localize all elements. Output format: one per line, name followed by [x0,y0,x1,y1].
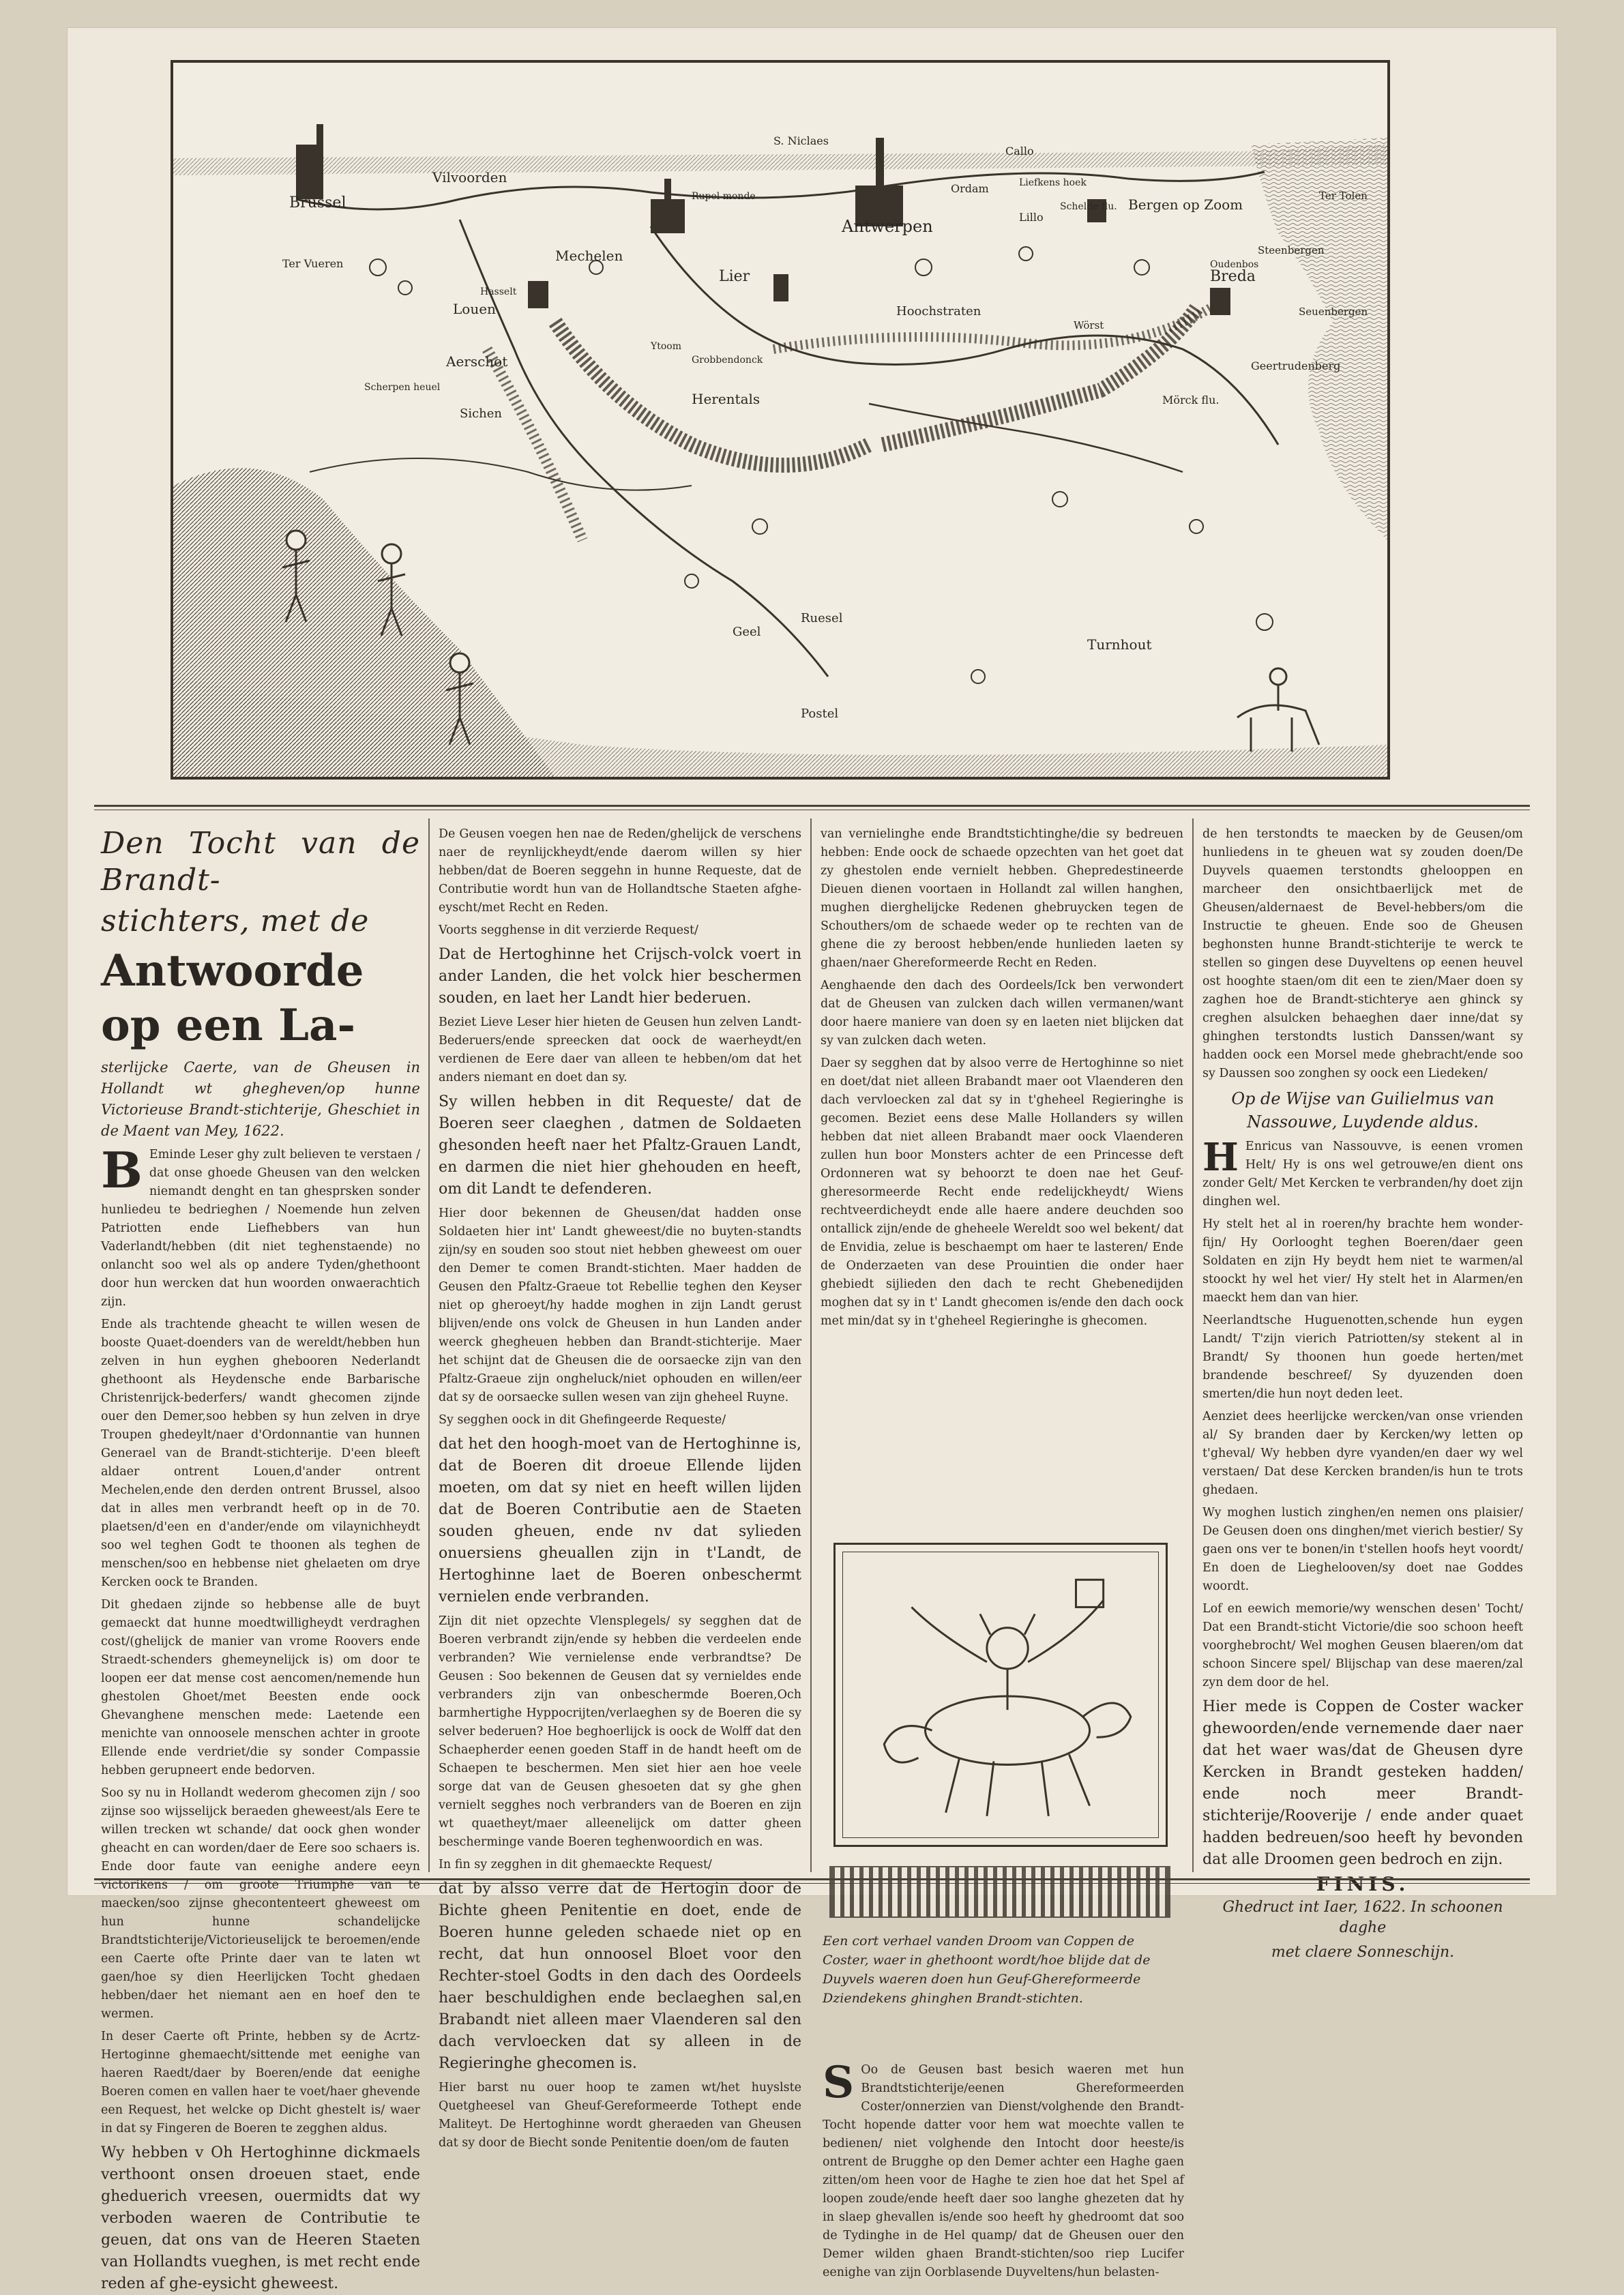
paragraph-roman: Wy hebben v Oh Hertoghinne dickmaels verthoont onsen droeuen staet, ende gheduerich vreesen, ouermidts dat wy verboden waeren de Contributie te geuen, dat ons van de Heeren Staeten van Hollandts vueghen, is met recht ende reden af ghe-eysicht gheweest. [101,2144,420,2292]
map-label-turnhout: Turnhout [1087,636,1152,653]
map-label-herentals: Herentals [692,391,761,407]
dropcap-s: S [823,2057,855,2108]
paragraph-roman: Sy willen hebben in dit Requeste/ dat de Boeren seer claeghen , datmen de Soldaeten ghesonden heeft naer het Pfaltz-Grauen Landt, en darmen die niet hier ghehouden en heeft, om dit Landt te defenderen. [439,1093,801,1198]
map-label-schelde-flu: Schelde flu. [1060,201,1117,212]
map-label-callo: Callo [1005,145,1034,158]
map-label-geertrudenberg: Geertrudenberg [1251,359,1341,372]
dropcap-h: H [1202,1135,1239,1180]
column-3 [821,825,1183,1328]
paragraph: Oo de Geusen bast besich waeren met hun Brandtstichterije/eenen Ghereformeerden Coster/onnerzien van Dienst/volghende den Brandt-Tocht hopende datter voor hem wat moechte vallen te bedienen/ niet volghende den Intocht door heeste/is ontrent de Brugghe op den Demer achter een Haghe gaen zitten/om heen voor de Haghe te zien hoe dat het Spel af loopen zoude/ende heeft daer soo langhe ghezeten dat hy in slaep ghevallen is/ende soo heeft hy ghedroomt dat soo de Tydinghe in de Hel quamp/ dat de Gheusen ouer den Demer wilden ghaen Brandt-stichten/soo riep Lucifer eenighe van zijn Oorblasende Duyveltens/hun belasten- [823,2063,1184,2279]
map-label-lillo: Lillo [1019,211,1044,224]
map-label-geel: Geel [733,625,761,639]
ornamental-border [829,1866,1170,1918]
paragraph: Dit ghedaen zijnde so hebbense alle de buyt gemaeckt dat hunne moedtwilligheydt verdraghen cost/(ghelijck de manier van vrome Roovers ende Straedt-schenders ghemeynelijck is) om door te loopen eer dat mense cost aencomen/nemende hun ghestolen Ghoet/met Beesten ende oock Ghevanghene menschen mede: Laetende een menichte van onnoosele menschen achter in groote Ellende ende verdriet/die sy sonder Compassie hebben gerupneert ende bedorven. [101,1598,420,1777]
paragraph: Sy segghen oock in dit Ghefingeerde Requeste/ [439,1413,726,1427]
devil-on-horse-icon [843,1552,1158,1837]
paragraph-roman: Dat de Hertoghinne het Crijsch-volck voert in ander Landen, die het volck hier beschermen souden, en laet her Landt hier bederuen. [439,946,801,1007]
finis: FINIS. [1316,1873,1410,1895]
song-verse: Neerlandtsche Huguenotten,schende hun eygen Landt/ T'zijn vierich Patriotten/sy stekent al in Brandt/ Sy thoonen hun goede herten/met brandende beschreef/ Sy dyuzenden doen smerten/die hun noyt deden leet. [1202,1314,1523,1401]
column-separator [810,818,812,1872]
imprint-line-2: met claere Sonneschijn. [1271,1944,1455,1961]
closing-paragraph: Hier mede is Coppen de Coster wacker ghewoorden/ende vernemende daer naer dat het waer was/dat de Gheusen dyre Kercken in Brandt gesteken hadden/ ende noch meer Brandt-stichterije/Rooverije / ende ander quaet hadden bedreuen/soo heeft hy bevonden dat alle Droomen geen bedroch en zijn. [1202,1698,1523,1868]
horse-rider-figure [1237,668,1319,752]
paragraph: de hen terstondts te maecken by de Geusen/om hunliedens in te gheuen wat sy zouden doen/De Duyvels quaemen terstondts ghelooppen en marcheer den onsichtbaerlijck met de Gheusen/aldernaest de Bevel-hebbers/om die Instructie te gheuen. Ende soo de Gheusen beghonsten hunne Brandt-stichterije te werck te stellen so gingen dese Duyveltens op eenen heuvel ost hooghte staen/om dit een te zien/Maer doen sy zaghen hoe de Brandt-stichterye aen ghinck sy creghen alsulcken behaeghen daer inne/dat sy ghinghen terstondts lustich Danssen/want sy hadden oock een Morsel mede ghebracht/ende soo sy Daussen soo zonghen sy oock een Liedeken/ [1202,827,1523,1080]
column-separator [1192,818,1194,1872]
title-main: Antwoorde op een La- [101,945,364,1051]
paragraph: Hier barst nu ouer hoop te zamen wt/het huyslste Quetgheesel van Gheuf-Gereformeerde Tothept ende Maliteyt. De Hertoghinne wordt gheraeden van Gheusen dat sy door de Biecht sonde Penitentie doen/om de fauten [439,2081,801,2150]
map-label-worst: Wörst [1074,319,1104,331]
map-label-bergen-op-zoom: Bergen op Zoom [1128,196,1243,213]
song-tune-heading: Op de Wijse van Guilielmus van Nassouwe, Luydende aldus. [1231,1089,1494,1131]
map-label-ruesel: Ruesel [801,611,843,625]
paragraph: In fin sy zegghen in dit ghemaeckte Request/ [439,1858,712,1871]
engraved-map [171,60,1390,780]
map-label-steenbergen: Steenbergen [1258,244,1325,256]
paragraph: van vernielinghe ende Brandtstichtinghe/die sy bedreuen hebben: Ende oock de schaede opzechten van het goet dat zy ghestolen ende vernielt hebben. Ghepredestineerde Dieuen dienen voortaen in Hollandt zal willen hanghen, mughen dierghelijcke Redenen ghebruycken tegen de Schouthers/om de schaede weder op te rechten van de ghene die zy beroost hebben/ende hunlieden laeten sy ghaen/naer Ghereformeerde Recht en Reden. [821,827,1183,970]
map-label-liefkens-hoek: Liefkens hoek [1019,177,1087,188]
paragraph: Soo sy nu in Hollandt wederom ghecomen zijn / soo zijnse soo wijsselijck beraeden gheweest/als Eere te willen trecken wt schande/ dat oock ghen wonder gheacht en can worden/daer de Eere soo schaers is. Ende door faute van eenighe andere eeyn victorikens / om groote Triumphe van te maecken/soo zijnse ghecontenteert gheweest om hun hunne schandelijcke Brandtstichterije/Victorieuselijck te beroemen/ende een Caerte ofte Printe daer van te laten wt gaen/hoe sy dien Heerlijcken Tocht ghedaen hebben/daer het niemant aen en hoef den te wermen. [101,1786,420,2021]
dropcap-b: B [101,1141,143,1199]
paragraph: Eminde Leser ghy zult believen te verstaen / dat onse ghoede Gheusen van den welcken niemandt denght en tan ghesprsken sonder hunliedeu te bedrieghen / Noemende hun zelven Patriotten ende Liefhebbers van hun Vaderlandt/hebben (dit niet teghenstaende) no onlancht soo wel als op andere Tyden/ghethoont door hun wercken dat hun woorden onwaerachtich zijn. [101,1148,420,1309]
song-verse: Aenziet dees heerlijcke wercken/van onse vrienden al/ Sy branden daer by Kercken/wy letten op t'gheval/ Wy hebben dyre vyanden/en daer wy wel verstaen/ Dat dese Kercken branden/is hun te trots ghedaen. [1202,1410,1523,1497]
dream-story [823,2057,1184,2282]
song-verse: Hy stelt het al in roeren/hy brachte hem wonder-fijn/ Hy Oorlooght teghen Boeren/daer geen Soldaten en zijn Hy beydt hem niet te warmen/al stoockt hy wel het vier/ Hy stelt het in Alarmen/en maeckt hem dan van hier. [1202,1217,1523,1305]
paragraph-roman: dat het den hoogh-moet van de Hertoghinne is, dat de Boeren dit droeue Ellende lijden moeten, om dat sy niet en heeft willen lijden dat de Boeren Contributie aen de Staeten souden gheuen, ende nv dat sylieden onuersiens gheuallen zijn in t'Landt, de Hertoghinne laet de Boeren onbeschermt vernielen ende verbranden. [439,1436,801,1605]
map-label-postel: Postel [801,707,839,721]
map-label-antwerpen: Antwerpen [842,217,933,236]
map-label-oudenbos: Oudenbos [1210,259,1259,270]
paragraph: Voorts segghense in dit verzierde Request/ [439,923,698,937]
map-label-ter-vueren: Ter Vueren [282,257,344,270]
text-area [67,778,1557,2292]
map-label-lier: Lier [719,268,750,285]
paragraph: Aenghaende den dach des Oordeels/Ick ben verwondert dat de Gheusen van zulcken dach willen vermanen/want door haere maniere van doen sy en laeten niet blijcken dat sy van zulcken dach weten. [821,979,1183,1048]
paragraph: Beziet Lieve Leser hier hieten de Geusen hun zelven Landt-Bederuers/ende spreecken dat oock de waerheydt/en verdienen de Eere daer van alleen te hebben/om dat het anders niemant en doet dan sy. [439,1016,801,1084]
paragraph: Hier door bekennen de Gheusen/dat hadden onse Soldaeten hier int' Landt gheweest/die no buyten-standts zijn/sy en souden soo stout niet hebben gheweest om ouer den Demer te comen Brandt-stichten. Maer hadden de Geusen den Pfaltz-Graeue tot Rebellie teghen den Keyser niet op gheroeyt/hy hadde moghen in zijn Landt gerust blijven/ende ons volck de Gheusen in hun Landen ander weerck ghegheuen hebben dan Brandt-stichterije. Maer het schijnt dat de Gheusen die de oorsaecke zijn van den Pfaltz-Graeue zijn ongheluck/niet ophouden en willen/eer dat sy de oorsaecke sullen wesen van zijn gheheel Ruyne. [439,1206,801,1404]
map-label-mechelen: Mechelen [555,248,623,264]
map-label-hoochstraten: Hoochstraten [896,304,981,319]
dream-heading: Een cort verhael vanden Droom van Coppen de Coster, waer in ghethoont wordt/hoe blijde dat de Duyvels waeren doen hun Geuf-Ghereformeerde Dziendekens ghinghen Brandt-stichten. [823,1934,1151,2006]
paragraph: Zijn dit niet opzechte Vlensplegels/ sy segghen dat de Boeren verbrandt zijn/ende sy hebben die verdeelen ende verbranden? Wie vernielense ende verbrandtse? De Geusen : Soo bekennen de Geusen dat sy vernieldes ende verbranders zijn van onbeschermde Boeren,Och barmhertighe Hyppocrijten/verlaeghen sy de Boeren die sy selver bederuen? Hoe beghoerlijck is oock de Wolff dat den Schaepherder eenen goeden Staff in de handt heeft om de Schaepen te beschermen. Men siet hier aen hoe veele sorge dat van de Geusen ghesoeten dat sy ghe ghen vernielt segghes noch verbranders van de Boeren en zijn wt quaetheyt/maer alleenelijck om datter gheen bescherminge vande Boeren teghenwoordich en was. [439,1614,801,1849]
map-label-aerschot: Aerschot [446,353,508,370]
column-4 [1202,825,1523,1961]
broadsheet [67,27,1557,2292]
map-engraving [173,63,1387,777]
map-label-rupelmonde: Rupel monde [692,191,756,202]
bottom-rule [94,1878,1530,1884]
column-1 [101,825,420,2292]
column-separator [428,818,430,1872]
map-label-grobbendonck: Grobbendonck [692,355,763,366]
map-label-vilvoorden: Vilvoorden [432,169,507,186]
song-verse: Wy moghen lustich zinghen/en nemen ons plaisier/ De Geusen doen ons dinghen/met vierich bestier/ Sy gaen ons ver te bonen/in t'stellen hoofs heyt voordt/ En doen de Lieghelooven/sy doet nae Goddes woordt. [1202,1506,1523,1593]
column-2 [439,825,801,2150]
map-label-morck-flu: Mörck flu. [1162,394,1220,406]
map-label-sichen: Sichen [460,406,503,421]
title-subtitle: sterlijcke Caerte, van de Gheusen in Hollandt wt ghegheven/op hunne Victorieuse Brandt-stichterije, Gheschiet in de Maent van Mey, 1622. [101,1059,420,1139]
imprint-line-1: Ghedruct int Iaer, 1622. In schoonen daghe [1222,1899,1503,1936]
map-label-ter-tolen: Ter Tolen [1319,190,1368,202]
map-label-ordam: Ordam [951,182,989,195]
map-label-ytoom: Ytoom [651,341,682,352]
map-label-scherpen-heuel: Scherpen heuel [364,382,441,393]
title-line-2: stichters, met de [101,904,370,938]
paragraph-roman: dat by alsso verre dat de Hertogin door de Bichte gheen Penitentie en doet, ende de Boeren hunne geleden schaede niet op en recht, dat hun onnoosel Bloet voor den Rechter-stoel Godts in den dach des Oordeels haer beschuldighen ende beclaeghen sal,en Brabandt niet alleen maer Vlaenderen sal den dach vervloecken dat sy alleen in de Regieringhe ghecomen is. [439,1880,801,2072]
top-rule [94,805,1530,810]
song-verse: Enricus van Nassouvve, is eenen vromen Helt/ Hy is ons wel getrouwe/en dient ons zonder Gelt/ Met Kercken te verbranden/hy doet zijn dinghen wel. [1202,1140,1523,1209]
song-verse: Lof en eewich memorie/wy wenschen desen' Tocht/ Dat een Brandt-sticht Victorie/die soo schoon heeft voorghebrocht/ Wel moghen Geusen blaeren/om dat schoon Sincere spel/ Blijschap van dese maeren/zal zyn dem door de hel. [1202,1602,1523,1689]
paragraph: Ende als trachtende gheacht te willen wesen de booste Quaet-doenders van de wereldt/hebben hun zelven in hun eyghen ghebooren Nederlandt ghethoont als Heydensche ende Barbarische Christenrijck-bederfers/ wandt ghecomen zijnde ouer den Demer,soo hebben sy hun zelven in drye Troupen ghedeylt/naer d'Ordonnantie van hunnen Generael van de Brandt-stichterije. D'een bleeft aldaer ontrent Louen,d'ander ontrent Mechelen,ende den derden ontrent Brussel, alsoo dat in alles men verbrandt heeft op in de 70. plaetsen/d'een en d'ander/ende om vilaynichheydt soo wel teghen Godt te thoonen als teghen de menschen/soo en hebbense niet ghelaeten om drye Kercken oock te Branden. [101,1318,420,1589]
paragraph: De Geusen voegen hen nae de Reden/ghelijck de verschens naer de reynlijckheydt/ende daerom willen sy hier hebben/dat de Boeren seggehn in hunne Requeste, dat de Contributie wordt hun van de Hollandtsche Staeten afghe-eyscht/met Recht en Reden. [439,827,801,915]
map-label-breda: Breda [1210,268,1256,285]
title-line-1: Den Tocht van de Brandt- [101,826,420,898]
map-label-s-niclaes: S. Niclaes [773,134,829,147]
map-label-louen: Louen [453,301,496,317]
paragraph: Daer sy segghen dat by alsoo verre de Hertoghinne so niet en doet/dat niet alleen Brabandt maer oot Vlaenderen den dach vervloecken zal dat sy in t'gheheel Regieringhe is gecomen. Beziet eens dese Malle Hollanders sy willen hebben dat niet alleen Brabandt maer oock Vlaenderen zullen hun boor Monsters achter de een Princesse deft Ordonneren wat sy behoorzt te doen nae het Geuf-gheresormeerde Recht ende redelijckheydt/ Wiens rechtveerdicheydt ende alle haere andere deuchden soo ontallick zijn/ende de gheheele Wereldt soo wel bekent/ dat de Envidia, zelue is beschaempt om haer te lasteren/ Ende de Onderzaeten van dese Prouintien die onder haer ghebiedt sijlieden den dach te recht Ghebenedijden moghen dat sy in t' Landt ghecomen is/ende den dach oock met min/dat sy in t'gheheel Regieringhe is ghecomen. [821,1056,1183,1328]
map-label-brussel: Brussel [289,194,346,211]
map-label-hasselt: Hasselt [480,286,517,297]
devil-woodcut-image [833,1543,1168,1847]
paragraph: In deser Caerte oft Printe, hebben sy de Acrtz-Hertoginne ghemaecht/sittende met eenighe van haeren Raedt/daer by Boeren/ende dat eenighe Boeren comen en vallen haer te voet/haer ghevende een Request, het welcke op Dicht ghestelt is/ waer in dat sy Fingeren de Boeren te zegghen aldus. [101,2030,420,2135]
map-label-seuenbergen: Seuenbergen [1299,306,1368,318]
